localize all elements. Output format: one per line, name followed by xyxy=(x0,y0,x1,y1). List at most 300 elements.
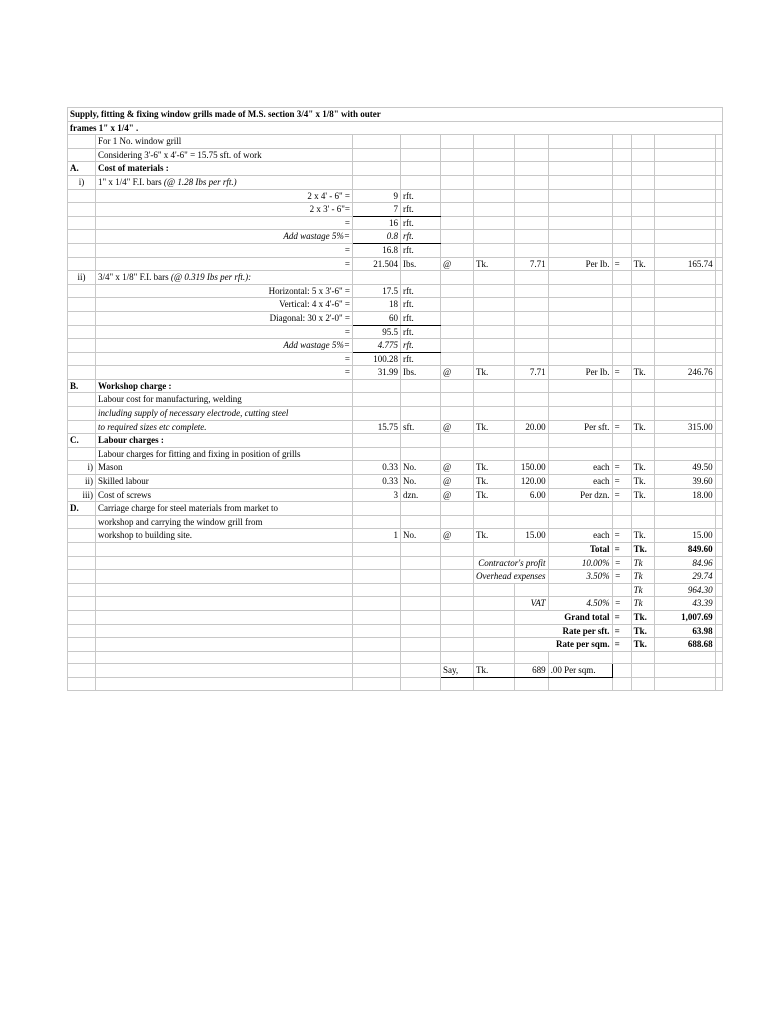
empty-cell xyxy=(353,148,401,162)
table-cell: Overhead expenses xyxy=(474,570,549,584)
empty-cell xyxy=(68,420,96,434)
empty-cell xyxy=(441,203,474,217)
empty-cell xyxy=(401,556,441,570)
empty-cell xyxy=(68,651,96,664)
empty-cell xyxy=(548,148,612,162)
empty-cell xyxy=(68,243,96,257)
table-cell: i) xyxy=(68,175,96,189)
empty-cell xyxy=(654,352,715,366)
table-cell: = xyxy=(96,216,353,230)
empty-cell xyxy=(631,230,654,244)
table-cell: 1 xyxy=(353,529,401,543)
table-cell: = xyxy=(612,488,631,502)
empty-cell xyxy=(548,284,612,298)
table-cell: 0.33 xyxy=(353,475,401,489)
empty-cell xyxy=(654,515,715,529)
table-cell: Tk xyxy=(631,556,654,570)
table-cell: Tk. xyxy=(631,257,654,271)
empty-cell xyxy=(515,230,548,244)
empty-cell xyxy=(715,339,722,353)
empty-cell xyxy=(548,583,612,597)
table-cell: 100.28 xyxy=(353,352,401,366)
empty-cell xyxy=(441,230,474,244)
empty-cell xyxy=(612,393,631,407)
empty-cell xyxy=(441,556,474,570)
empty-cell xyxy=(715,352,722,366)
table-row xyxy=(68,271,723,285)
empty-cell xyxy=(515,543,548,557)
empty-cell xyxy=(515,407,548,421)
table-cell: Diagonal: 30 x 2'-0" = xyxy=(96,311,353,325)
table-cell: Grand total xyxy=(515,610,612,624)
empty-cell xyxy=(548,447,612,461)
table-cell: 150.00 xyxy=(515,461,548,475)
title-row-1 xyxy=(68,108,723,122)
empty-cell xyxy=(96,638,353,652)
empty-cell xyxy=(654,434,715,448)
empty-cell xyxy=(474,339,515,353)
table-row xyxy=(68,216,723,230)
empty-cell xyxy=(654,216,715,230)
empty-cell xyxy=(441,243,474,257)
empty-cell xyxy=(548,393,612,407)
empty-cell xyxy=(548,243,612,257)
empty-cell xyxy=(68,148,96,162)
table-row xyxy=(68,135,723,149)
empty-cell xyxy=(612,583,631,597)
table-row xyxy=(68,529,723,543)
table-cell: 849.60 xyxy=(654,543,715,557)
empty-cell xyxy=(654,502,715,516)
table-row xyxy=(68,352,723,366)
table-cell: @ xyxy=(441,257,474,271)
empty-cell xyxy=(401,407,441,421)
empty-cell xyxy=(654,447,715,461)
table-cell: 165.74 xyxy=(654,257,715,271)
empty-cell xyxy=(474,203,515,217)
empty-cell xyxy=(68,284,96,298)
table-cell: = xyxy=(612,529,631,543)
empty-cell xyxy=(654,162,715,176)
empty-cell xyxy=(631,243,654,257)
table-cell: Tk. xyxy=(474,461,515,475)
table-row xyxy=(68,162,723,176)
table-cell: = xyxy=(612,610,631,624)
empty-cell xyxy=(548,651,612,664)
empty-cell xyxy=(548,325,612,339)
table-cell: ii) xyxy=(68,475,96,489)
empty-cell xyxy=(654,135,715,149)
table-cell: Tk. xyxy=(474,488,515,502)
empty-cell xyxy=(612,271,631,285)
table-cell: Per dzn. xyxy=(548,488,612,502)
empty-cell xyxy=(515,515,548,529)
empty-cell xyxy=(548,271,612,285)
empty-cell xyxy=(353,651,401,664)
empty-cell xyxy=(654,379,715,393)
empty-cell xyxy=(515,447,548,461)
empty-cell xyxy=(715,488,722,502)
table-cell: No. xyxy=(401,461,441,475)
table-cell: @ xyxy=(441,461,474,475)
empty-cell xyxy=(68,311,96,325)
empty-cell xyxy=(441,379,474,393)
table-cell: 21.504 xyxy=(353,257,401,271)
empty-cell xyxy=(441,502,474,516)
empty-cell xyxy=(715,257,722,271)
empty-cell xyxy=(612,379,631,393)
empty-cell xyxy=(715,175,722,189)
table-cell: No. xyxy=(401,529,441,543)
empty-cell xyxy=(353,597,401,611)
table-cell: 4.775 xyxy=(353,339,401,353)
empty-cell xyxy=(612,502,631,516)
empty-cell xyxy=(631,515,654,529)
table-cell: Horizontal: 5 x 3'-6" = xyxy=(96,284,353,298)
empty-cell xyxy=(515,189,548,203)
empty-cell xyxy=(353,638,401,652)
empty-cell xyxy=(548,311,612,325)
empty-cell xyxy=(715,271,722,285)
table-cell: Cost of screws xyxy=(96,488,353,502)
empty-cell xyxy=(353,515,401,529)
empty-cell xyxy=(715,298,722,312)
empty-cell xyxy=(474,311,515,325)
empty-cell xyxy=(715,284,722,298)
empty-cell xyxy=(441,610,474,624)
table-row xyxy=(68,583,723,597)
table-cell: 688.68 xyxy=(654,638,715,652)
empty-cell xyxy=(654,189,715,203)
table-cell: Tk. xyxy=(474,664,515,678)
table-row xyxy=(68,298,723,312)
empty-cell xyxy=(401,271,441,285)
empty-cell xyxy=(441,298,474,312)
table-cell: Labour charges for fitting and fixing in position of grills xyxy=(96,447,353,461)
empty-cell xyxy=(68,298,96,312)
empty-cell xyxy=(474,352,515,366)
unit-rate-note: (@ 0.319 Ibs per rft.): xyxy=(170,272,252,283)
table-cell: Mason xyxy=(96,461,353,475)
empty-cell xyxy=(441,339,474,353)
table-cell: 4.50% xyxy=(548,597,612,611)
empty-cell xyxy=(353,162,401,176)
empty-cell xyxy=(68,257,96,271)
empty-cell xyxy=(715,610,722,624)
empty-cell xyxy=(441,325,474,339)
empty-cell xyxy=(631,271,654,285)
empty-cell xyxy=(715,461,722,475)
table-row xyxy=(68,175,723,189)
empty-cell xyxy=(353,624,401,638)
table-cell: 17.5 xyxy=(353,284,401,298)
table-cell: For 1 No. window grill xyxy=(96,135,353,149)
empty-cell xyxy=(612,651,631,664)
empty-cell xyxy=(353,556,401,570)
empty-cell xyxy=(441,135,474,149)
table-row xyxy=(68,461,723,475)
table-cell: VAT xyxy=(515,597,548,611)
empty-cell xyxy=(715,447,722,461)
table-row xyxy=(68,434,723,448)
table-row xyxy=(68,664,723,678)
estimate-sheet xyxy=(67,107,723,691)
table-cell: each xyxy=(548,529,612,543)
empty-cell xyxy=(441,434,474,448)
empty-cell xyxy=(441,638,474,652)
empty-cell xyxy=(68,407,96,421)
table-cell: 7 xyxy=(353,203,401,217)
table-row xyxy=(68,148,723,162)
empty-cell xyxy=(654,311,715,325)
empty-cell xyxy=(441,515,474,529)
title-line-1: Supply, fitting & fixing window grills made of M.S. section 3/4" x 1/8" with outer xyxy=(68,108,723,122)
empty-cell xyxy=(353,407,401,421)
table-cell: Add wastage 5%= xyxy=(96,230,353,244)
empty-cell xyxy=(68,339,96,353)
empty-cell xyxy=(401,502,441,516)
empty-cell xyxy=(68,203,96,217)
empty-cell xyxy=(401,677,441,690)
empty-cell xyxy=(441,570,474,584)
table-cell: dzn. xyxy=(401,488,441,502)
empty-cell xyxy=(474,677,515,690)
empty-cell xyxy=(68,325,96,339)
empty-cell xyxy=(515,175,548,189)
empty-cell xyxy=(401,135,441,149)
empty-cell xyxy=(715,148,722,162)
empty-cell xyxy=(96,677,353,690)
table-row xyxy=(68,325,723,339)
empty-cell xyxy=(353,583,401,597)
table-cell: 964.30 xyxy=(654,583,715,597)
empty-cell xyxy=(612,352,631,366)
table-cell: 1" x 1/4" F.I. bars (@ 1.28 Ibs per rft.) xyxy=(96,175,353,189)
empty-cell xyxy=(631,379,654,393)
empty-cell xyxy=(548,216,612,230)
empty-cell xyxy=(715,393,722,407)
table-cell: = xyxy=(612,638,631,652)
table-cell: 246.76 xyxy=(654,366,715,380)
empty-cell xyxy=(515,135,548,149)
empty-cell xyxy=(515,677,548,690)
empty-cell xyxy=(474,135,515,149)
empty-cell xyxy=(353,135,401,149)
empty-cell xyxy=(353,434,401,448)
empty-cell xyxy=(654,407,715,421)
empty-cell xyxy=(631,162,654,176)
empty-cell xyxy=(474,243,515,257)
table-row xyxy=(68,515,723,529)
table-row xyxy=(68,475,723,489)
empty-cell xyxy=(654,325,715,339)
table-row xyxy=(68,502,723,516)
empty-cell xyxy=(474,543,515,557)
empty-cell xyxy=(715,556,722,570)
empty-cell xyxy=(654,677,715,690)
table-cell: Rate per sqm. xyxy=(515,638,612,652)
empty-cell xyxy=(96,543,353,557)
table-row xyxy=(68,393,723,407)
empty-cell xyxy=(548,502,612,516)
empty-cell xyxy=(654,664,715,678)
table-cell: @ xyxy=(441,420,474,434)
empty-cell xyxy=(612,162,631,176)
empty-cell xyxy=(401,638,441,652)
empty-cell xyxy=(441,393,474,407)
empty-cell xyxy=(715,230,722,244)
table-cell: Workshop charge : xyxy=(96,379,353,393)
empty-cell xyxy=(631,203,654,217)
table-cell: Tk. xyxy=(474,529,515,543)
empty-cell xyxy=(353,271,401,285)
empty-cell xyxy=(612,447,631,461)
empty-cell xyxy=(715,189,722,203)
empty-cell xyxy=(441,271,474,285)
empty-cell xyxy=(474,502,515,516)
empty-cell xyxy=(474,189,515,203)
empty-cell xyxy=(515,502,548,516)
table-cell: workshop and carrying the window grill from xyxy=(96,515,353,529)
table-cell: D. xyxy=(68,502,96,516)
empty-cell xyxy=(715,502,722,516)
table-cell: Contractor's profit xyxy=(474,556,549,570)
table-cell: @ xyxy=(441,366,474,380)
table-cell: Ibs. xyxy=(401,366,441,380)
table-cell: rft. xyxy=(401,284,441,298)
empty-cell xyxy=(631,434,654,448)
empty-cell xyxy=(715,651,722,664)
table-row xyxy=(68,230,723,244)
empty-cell xyxy=(68,447,96,461)
estimate-table xyxy=(67,107,723,691)
empty-cell xyxy=(715,379,722,393)
table-cell: Considering 3'-6" x 4'-6" = 15.75 sft. of work xyxy=(96,148,353,162)
empty-cell xyxy=(401,543,441,557)
empty-cell xyxy=(654,175,715,189)
empty-cell xyxy=(68,624,96,638)
empty-cell xyxy=(474,325,515,339)
table-cell: 18.00 xyxy=(654,488,715,502)
empty-cell xyxy=(96,583,353,597)
empty-cell xyxy=(515,203,548,217)
table-row xyxy=(68,651,723,664)
empty-cell xyxy=(548,352,612,366)
table-row xyxy=(68,488,723,502)
empty-cell xyxy=(515,393,548,407)
table-cell: 315.00 xyxy=(654,420,715,434)
table-cell: Say, xyxy=(441,664,474,678)
table-cell: Tk. xyxy=(631,461,654,475)
empty-cell xyxy=(715,162,722,176)
empty-cell xyxy=(548,298,612,312)
empty-cell xyxy=(441,189,474,203)
empty-cell xyxy=(515,325,548,339)
table-cell: = xyxy=(612,366,631,380)
empty-cell xyxy=(715,515,722,529)
table-cell: = xyxy=(96,257,353,271)
empty-cell xyxy=(401,664,441,678)
table-row xyxy=(68,203,723,217)
empty-cell xyxy=(631,311,654,325)
empty-cell xyxy=(612,135,631,149)
empty-cell xyxy=(68,216,96,230)
table-cell: = xyxy=(612,570,631,584)
empty-cell xyxy=(353,379,401,393)
empty-cell xyxy=(353,570,401,584)
table-cell: rft. xyxy=(401,339,441,353)
empty-cell xyxy=(474,298,515,312)
empty-cell xyxy=(474,610,515,624)
empty-cell xyxy=(612,230,631,244)
table-cell: Per Ib. xyxy=(548,366,612,380)
empty-cell xyxy=(631,447,654,461)
empty-cell xyxy=(96,651,353,664)
empty-cell xyxy=(474,230,515,244)
table-cell: No. xyxy=(401,475,441,489)
empty-cell xyxy=(474,162,515,176)
empty-cell xyxy=(715,529,722,543)
table-cell: = xyxy=(612,475,631,489)
table-row xyxy=(68,311,723,325)
table-row xyxy=(68,556,723,570)
empty-cell xyxy=(474,216,515,230)
empty-cell xyxy=(401,447,441,461)
table-cell: = xyxy=(612,597,631,611)
empty-cell xyxy=(441,597,474,611)
table-cell: Rate per sft. xyxy=(515,624,612,638)
unit-rate-note: (@ 1.28 Ibs per rft.) xyxy=(163,176,237,187)
table-cell: Carriage charge for steel materials from market to xyxy=(96,502,353,516)
table-cell: Tk. xyxy=(631,624,654,638)
empty-cell xyxy=(715,624,722,638)
empty-cell xyxy=(401,651,441,664)
table-cell: 0.33 xyxy=(353,461,401,475)
table-cell: = xyxy=(612,624,631,638)
empty-cell xyxy=(401,597,441,611)
empty-cell xyxy=(715,570,722,584)
empty-cell xyxy=(654,284,715,298)
empty-cell xyxy=(548,162,612,176)
empty-cell xyxy=(612,189,631,203)
empty-cell xyxy=(715,434,722,448)
empty-cell xyxy=(548,407,612,421)
empty-cell xyxy=(715,216,722,230)
empty-cell xyxy=(715,475,722,489)
empty-cell xyxy=(631,393,654,407)
table-cell: i) xyxy=(68,461,96,475)
empty-cell xyxy=(68,393,96,407)
empty-cell xyxy=(631,407,654,421)
table-cell: rft. xyxy=(401,325,441,339)
table-cell: Per Ib. xyxy=(548,257,612,271)
empty-cell xyxy=(612,243,631,257)
table-cell: rft. xyxy=(401,243,441,257)
empty-cell xyxy=(612,515,631,529)
table-cell: Tk xyxy=(631,597,654,611)
table-cell: Tk. xyxy=(631,366,654,380)
table-cell: Total xyxy=(548,543,612,557)
empty-cell xyxy=(401,624,441,638)
empty-cell xyxy=(68,515,96,529)
empty-cell xyxy=(715,543,722,557)
table-cell: Tk. xyxy=(474,366,515,380)
empty-cell xyxy=(474,515,515,529)
empty-cell xyxy=(515,298,548,312)
table-cell: Skilled labour xyxy=(96,475,353,489)
table-cell: Add wastage 5%= xyxy=(96,339,353,353)
table-row xyxy=(68,339,723,353)
